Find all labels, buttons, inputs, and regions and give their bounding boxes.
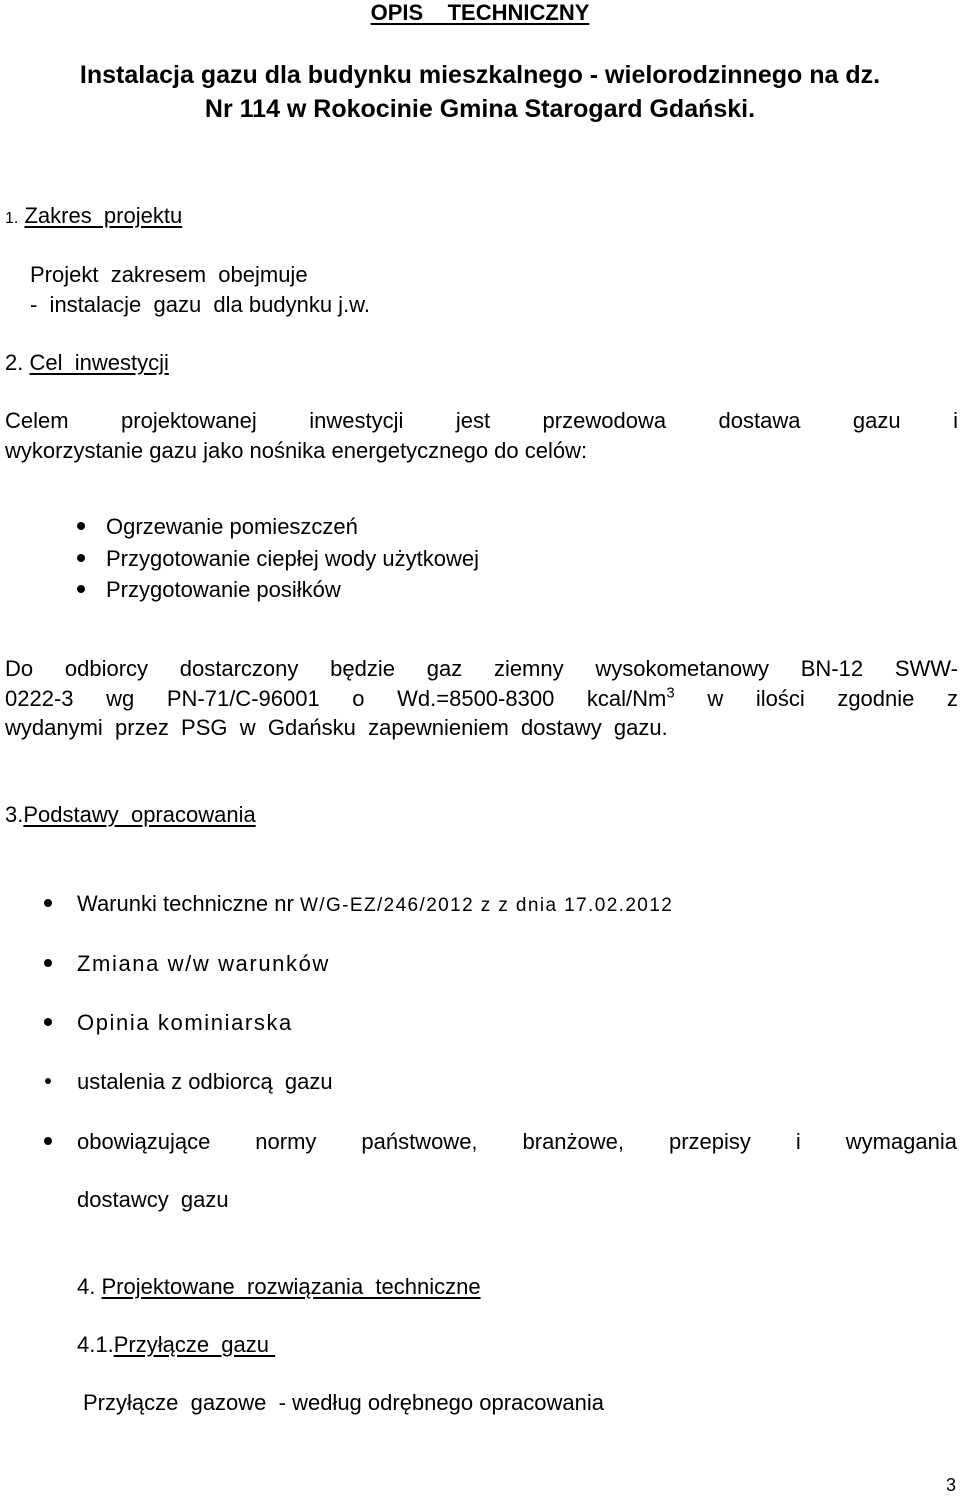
bullet-icon [44,1137,52,1145]
section-3-title: Podstawy opracowania [23,802,256,827]
section-2-paragraph-line-1: Celem projektowanej inwestycji jest przewodowa dostawa gazu i [5,408,958,433]
section-2-heading [5,348,169,377]
section-2-paragraph2-line-3: wydanymi przez PSG w Gdańsku zapewnieniem dostawy gazu. [5,715,668,740]
superscript-3: 3 [666,684,675,702]
section-3-heading [5,800,256,829]
main-heading-line-2: Nr 114 w Rokocinie Gmina Starogard Gdański. [204,95,756,123]
bullet-icon [77,554,85,562]
bullet-item-2: Przygotowanie ciepłej wody użytkowej [106,546,479,571]
bullet-icon [77,585,85,593]
section-1-heading [5,201,182,233]
section-2-paragraph-line-2: wykorzystanie gazu jako nośnika energetycznego do celów: [5,438,588,463]
section-3-item-1-text: Warunki techniczne nr [77,891,300,916]
section-2-title: Cel inwestycji [29,350,169,375]
page-number: 3 [945,1475,956,1495]
section-4-heading [77,1272,481,1301]
bullet-icon [44,1018,52,1026]
section-4-1-title: Przyłącze gazu [113,1332,276,1357]
section-2-paragraph2-line-2-part-b: w ilości zgodnie z [674,686,958,711]
section-2-paragraph2-line-1: Do odbiorcy dostarczony będzie gaz ziemny wysokometanowy BN-12 SWW- [5,656,958,681]
section-3-item-1-reference: W/G-EZ/246/2012 z z dnia 17.02.2012 [299,895,674,916]
section-3-item-3: Opinia kominiarska [77,1010,293,1035]
section-3-item-1 [77,889,673,920]
section-4-1-text: Przyłącze gazowe - według odrębnego opracowania [83,1390,604,1415]
bullet-item-1: Ogrzewanie pomieszczeń [106,514,358,539]
section-2-bullet-list [0,512,960,612]
section-4-1-number: 4.1. [77,1332,114,1357]
section-4-1-heading [77,1330,275,1359]
document-title: OPIS TECHNICZNY [370,0,590,25]
section-1-title: Zakres projektu [24,203,183,228]
section-3-item-2: Zmiana w/w warunków [77,951,330,976]
section-3-item-4: ustalenia z odbiorcą gazu [77,1069,333,1094]
section-4-title: Projektowane rozwiązania techniczne [101,1274,481,1299]
section-1-line-1: Projekt zakresem obejmuje [30,262,308,287]
section-3-item-5-line-1: obowiązujące normy państwowe, branżowe, przepisy i wymagania [77,1129,957,1154]
bullet-icon [44,899,52,907]
section-4-number: 4. [77,1274,96,1299]
section-1-line-2: - instalacje gazu dla budynku j.w. [30,292,370,317]
section-2-number: 2. [5,350,24,375]
section-2-paragraph2-line-2 [5,684,958,713]
section-2-paragraph2-line-2-part-a: 0222-3 wg PN-71/C-96001 o Wd.=8500-8300 kcal/Nm [5,686,667,711]
section-3-item-5-line-2: dostawcy gazu [77,1187,229,1212]
main-heading-line-1: Instalacja gazu dla budynku mieszkalnego - wielorodzinnego na dz. [79,61,881,89]
section-1-number: 1. [5,210,19,227]
section-3-number: 3. [5,802,24,827]
bullet-icon [77,522,85,530]
bullet-icon [45,1078,51,1084]
bullet-item-3: Przygotowanie posiłków [106,577,341,602]
bullet-icon [44,959,52,967]
main-heading [0,58,960,126]
